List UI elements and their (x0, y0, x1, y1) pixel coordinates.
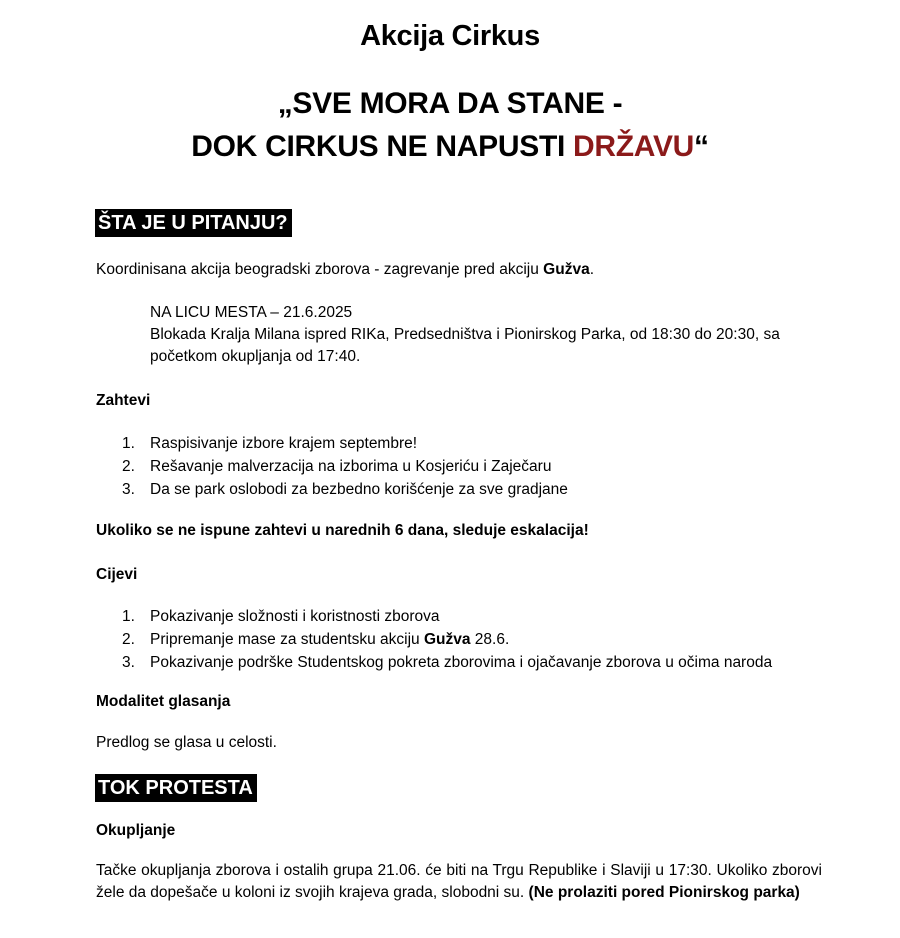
voting-text: Predlog se glasa u celosti. (96, 734, 277, 751)
list-number: 3. (122, 654, 135, 671)
list-number: 1. (122, 435, 135, 452)
gathering-paragraph (96, 860, 822, 904)
slogan-line-2-pre: DOK CIRKUS NE NAPUSTI (191, 130, 574, 163)
goals-list (122, 605, 772, 674)
list-text: Rešavanje malverzacija na izborima u Kosjeriću i Zaječaru (150, 458, 552, 475)
intro-paragraph (96, 259, 594, 281)
section-heading-what: ŠTA JE U PITANJU? (95, 209, 292, 237)
goal-text: Pripremanje mase za studentsku akciju (150, 631, 424, 648)
list-item (122, 628, 772, 651)
list-item (122, 455, 568, 478)
slogan-highlight: DRŽAVU (573, 130, 695, 163)
list-text: Raspisivanje izbore krajem septembre! (150, 435, 418, 452)
list-text: Da se park oslobodi za bezbedno korišćenje za sve gradjane (150, 481, 568, 498)
location-line-3: početkom okupljanja od 17:40. (150, 348, 361, 365)
list-text (150, 651, 772, 674)
list-number: 1. (122, 608, 135, 625)
intro-end: . (589, 261, 594, 278)
location-line-1: NA LICU MESTA – 21.6.2025 (150, 304, 353, 321)
gathering-text: Tačke okupljanja zborova i ostalih grupa 21.06. će biti na Trgu Republike i Slaviji u 17:30. Ukoliko zborovi žele da dopešače u koloni iz svojih krajeva grada, slobodni su. (96, 862, 822, 901)
slogan-line-1: „SVE MORA DA STANE - (277, 87, 623, 120)
list-item (122, 651, 772, 674)
list-number: 2. (122, 458, 135, 475)
intro-bold: Gužva (543, 261, 590, 278)
doc-title: Akcija Cirkus (360, 20, 540, 52)
gathering-title: Okupljanje (96, 822, 176, 839)
goal-text: Pokazivanje podrške Studentskog pokreta zborovima i ojačavanje zborova u očima naroda (150, 654, 773, 671)
list-number: 3. (122, 481, 135, 498)
slogan-line-2 (0, 125, 900, 168)
demands-list (122, 432, 568, 501)
list-item (122, 432, 568, 455)
list-item (122, 478, 568, 501)
list-text (150, 628, 509, 651)
voting-title: Modalitet glasanja (96, 693, 231, 710)
goal-text: Pokazivanje složnosti i koristnosti zborova (150, 608, 440, 625)
list-item (122, 605, 772, 628)
section-heading-protest-flow: TOK PROTESTA (95, 774, 257, 802)
goal-text-end: 28.6. (470, 631, 510, 648)
list-number: 2. (122, 631, 135, 648)
slogan-close-quote: “ (694, 130, 709, 163)
location-block (150, 302, 780, 368)
escalation-note: Ukoliko se ne ispune zahtevi u narednih 6 dana, sleduje eskalacija! (96, 522, 589, 539)
intro-text: Koordinisana akcija beogradski zborova - zagrevanje pred akciju (96, 261, 544, 278)
location-line-2: Blokada Kralja Milana ispred RIKa, Predsedništva i Pionirskog Parka, od 18:30 do 20:30, sa (150, 326, 780, 343)
demands-title: Zahtevi (96, 392, 151, 409)
goals-title: Cijevi (96, 566, 138, 583)
list-text (150, 605, 439, 628)
slogan (0, 82, 900, 168)
gathering-bold-note: (Ne prolaziti pored Pionirskog parka) (528, 884, 800, 901)
goal-bold: Gužva (423, 631, 471, 648)
